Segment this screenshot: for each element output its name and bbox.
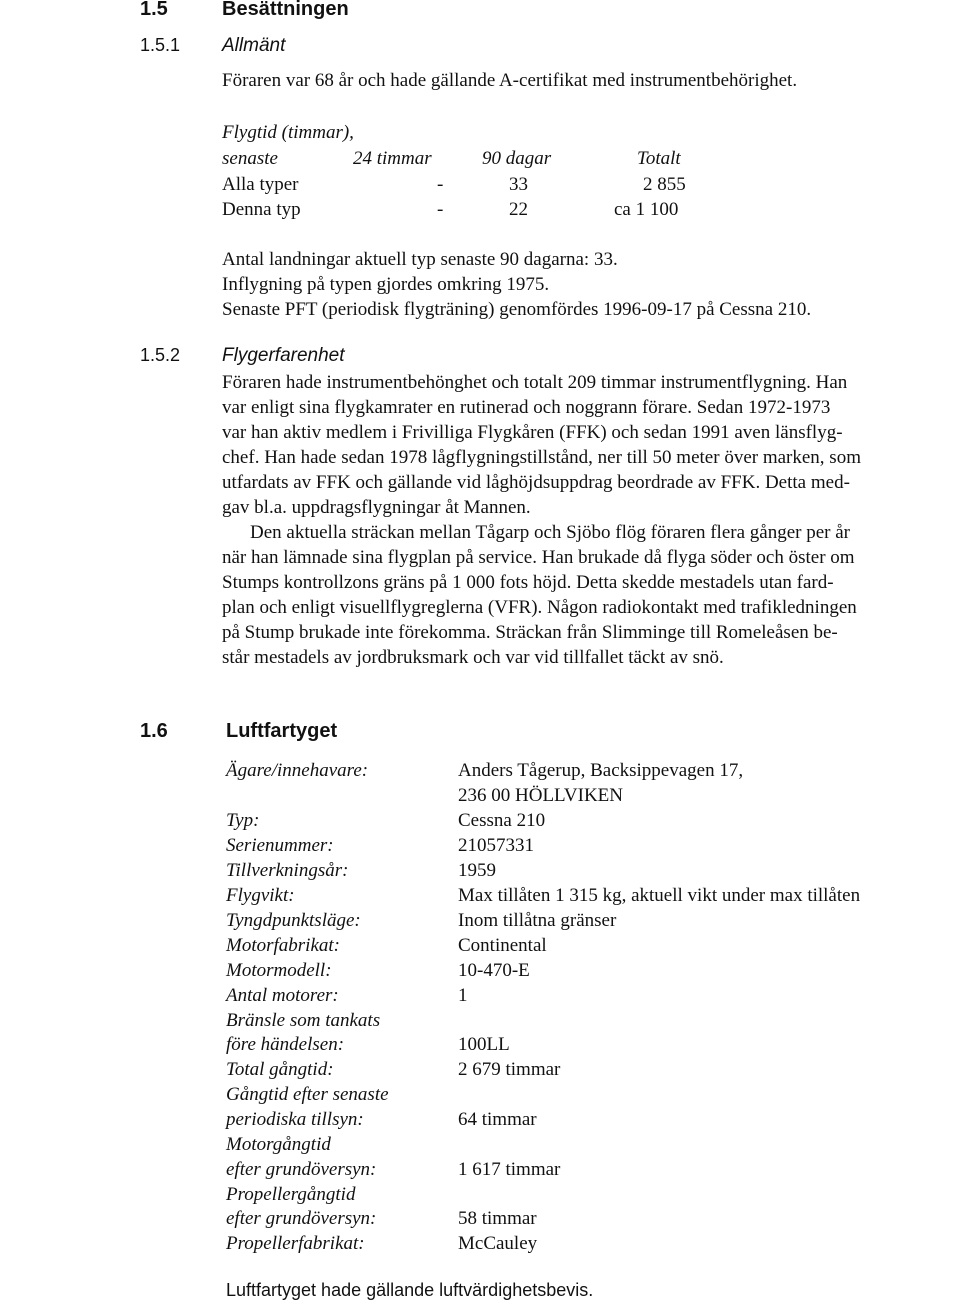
spec-label: Motorfabrikat: [226, 935, 340, 956]
section-number: 1.5 [140, 0, 168, 20]
spec-label: Tyngdpunktsläge: [226, 910, 361, 931]
table-cell: 22 [509, 199, 528, 220]
text-line: Senaste PFT (periodisk flygträning) genomfördes 1996-09-17 på Cessna 210. [222, 299, 812, 320]
section-number: 1.6 [140, 720, 168, 742]
spec-label: Ägare/innehavare: [226, 760, 369, 781]
text-line: på Stump brukade inte förekomma. Sträckan från Slimminge till Romeleåsen be- [222, 622, 838, 643]
section-title: Besättningen [222, 0, 349, 20]
spec-value: 1 [458, 985, 468, 1006]
spec-label: Flygvikt: [226, 885, 295, 906]
table-cell: 33 [509, 174, 528, 195]
spec-label: Propellerfabrikat: [226, 1233, 365, 1254]
text-line: utfardats av FFK och gällande vid låghöjdsuppdrag beordrade av FFK. Detta med- [222, 472, 850, 493]
spec-value: Cessna 210 [458, 810, 546, 831]
subsection-number: 1.5.1 [140, 35, 181, 55]
subsection-title: Flygerfarenhet [222, 345, 345, 366]
text-line: Föraren hade instrumentbehönghet och totalt 209 timmar instrumentflygning. Han [222, 372, 848, 393]
text-line: står mestadels av jordbruksmark och var vid tillfallet täckt av snö. [222, 647, 724, 668]
spec-label: Antal motorer: [226, 985, 339, 1006]
spec-value: 100LL [458, 1034, 510, 1055]
column-header: senaste [222, 148, 278, 169]
spec-label: periodiska tillsyn: [226, 1109, 364, 1130]
table-caption: Flygtid (timmar), [222, 122, 354, 143]
spec-value: 58 timmar [458, 1208, 537, 1229]
spec-label: Gångtid efter senaste [226, 1084, 389, 1105]
spec-label: Propellergångtid [226, 1184, 356, 1205]
spec-label: Total gångtid: [226, 1059, 334, 1080]
table-cell: 2 855 [643, 174, 686, 195]
text-line: Stumps kontrollzons gräns på 1 000 fots höjd. Detta skedde mestadels utan fard- [222, 572, 834, 593]
text-line: gav bl.a. uppdragsflygningar åt Mannen. [222, 497, 531, 518]
column-header: 24 timmar [353, 148, 432, 169]
text-line: var enligt sina flygkamrater en rutinerad och noggrann förare. Sedan 1972-1973 [222, 397, 831, 418]
experience-paragraph [222, 370, 952, 670]
spec-value: 10-470-E [458, 960, 530, 981]
text-line: var han aktiv medlem i Frivilliga Flygkåren (FFK) och sedan 1991 aven länsflyg- [222, 422, 843, 443]
column-header: Totalt [637, 148, 681, 169]
text-line: Inflygning på typen gjordes omkring 1975. [222, 274, 550, 295]
spec-value: 236 00 HÖLLVIKEN [458, 785, 624, 806]
row-label: Denna typ [222, 199, 301, 220]
section-title: Luftfartyget [226, 720, 338, 742]
airworthiness-note: Luftfartyget hade gällande luftvärdighetsbevis. [226, 1280, 594, 1300]
spec-value: 1959 [458, 860, 496, 881]
spec-label: före händelsen: [226, 1034, 345, 1055]
table-cell: - [437, 174, 444, 195]
spec-label: Bränsle som tankats [226, 1010, 381, 1031]
spec-value: 21057331 [458, 835, 534, 856]
subsection-title: Allmänt [222, 35, 286, 56]
spec-value: Continental [458, 935, 547, 956]
training-info [222, 247, 952, 322]
spec-value: 1 617 timmar [458, 1159, 561, 1180]
text-line: plan och enligt visuellflygreglerna (VFR). Någon radiokontakt med trafikledningen [222, 597, 857, 618]
pilot-intro: Föraren var 68 år och hade gällande A-certifikat med instrumentbehörighet. [222, 70, 798, 91]
spec-label: efter grundöversyn: [226, 1159, 377, 1180]
text-line: Den aktuella sträckan mellan Tågarp och Sjöbo flög föraren flera gånger per år [250, 522, 850, 543]
spec-label: Serienummer: [226, 835, 334, 856]
subsection-number: 1.5.2 [140, 345, 181, 365]
spec-value: McCauley [458, 1233, 538, 1254]
spec-value: Anders Tågerup, Backsippevagen 17, [458, 760, 744, 781]
spec-label: Motormodell: [226, 960, 332, 981]
table-cell: ca 1 100 [614, 199, 679, 220]
row-label: Alla typer [222, 174, 299, 195]
spec-value: Max tillåten 1 315 kg, aktuell vikt under max tillåten [458, 885, 861, 906]
spec-label: Motorgångtid [226, 1134, 331, 1155]
column-header: 90 dagar [482, 148, 552, 169]
spec-value: Inom tillåtna gränser [458, 910, 617, 931]
spec-value: 2 679 timmar [458, 1059, 561, 1080]
spec-label: Tillverkningsår: [226, 860, 349, 881]
text-line: chef. Han hade sedan 1978 lågflygningstillstånd, ner till 50 meter över marken, som [222, 447, 861, 468]
spec-label: Typ: [226, 810, 260, 831]
text-line: när han lämnade sina flygplan på service. Han brukade då flyga söder och öster om [222, 547, 855, 568]
spec-label: efter grundöversyn: [226, 1208, 377, 1229]
table-cell: - [437, 199, 444, 220]
text-line: Antal landningar aktuell typ senaste 90 dagarna: 33. [222, 249, 618, 270]
spec-value: 64 timmar [458, 1109, 537, 1130]
